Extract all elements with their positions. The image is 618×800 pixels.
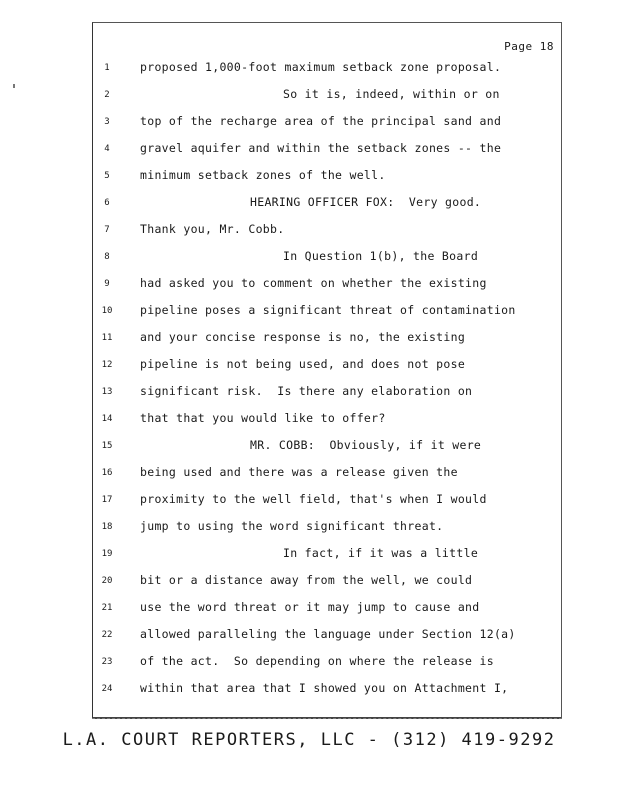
line-text: jump to using the word significant threat. — [140, 519, 444, 533]
transcript-line — [0, 87, 618, 107]
transcript-line — [0, 411, 618, 431]
transcript-line — [0, 276, 618, 296]
transcript-line — [0, 600, 618, 620]
transcript-line — [0, 654, 618, 674]
transcript-line — [0, 519, 618, 539]
transcript-line — [0, 384, 618, 404]
line-text: being used and there was a release given the — [140, 465, 458, 479]
line-text: gravel aquifer and within the setback zones -- the — [140, 141, 502, 155]
line-text: HEARING OFFICER FOX: Very good. — [250, 195, 482, 209]
page-bottom-rule — [92, 718, 562, 719]
line-number: 17 — [101, 495, 113, 505]
line-text: within that area that I showed you on Attachment I, — [140, 681, 509, 695]
line-number: 7 — [104, 225, 110, 235]
line-text: had asked you to comment on whether the existing — [140, 276, 487, 290]
line-text: In Question 1(b), the Board — [283, 249, 479, 263]
line-text: significant risk. Is there any elaboration on — [140, 384, 473, 398]
line-number: 20 — [101, 576, 113, 586]
line-number: 18 — [101, 522, 113, 532]
line-text: bit or a distance away from the well, we could — [140, 573, 473, 587]
page-number: Page 18 — [504, 40, 554, 53]
line-number: 22 — [101, 630, 113, 640]
transcript-line — [0, 492, 618, 512]
transcript-line — [0, 465, 618, 485]
line-text: MR. COBB: Obviously, if it were — [250, 438, 482, 452]
line-text: top of the recharge area of the principal sand and — [140, 114, 502, 128]
line-number: 8 — [104, 252, 110, 262]
line-number: 12 — [101, 360, 113, 370]
line-number: 13 — [101, 387, 113, 397]
line-number: 23 — [101, 657, 113, 667]
transcript-line — [0, 114, 618, 134]
transcript-line — [0, 168, 618, 188]
transcript-line — [0, 195, 618, 215]
line-number: 10 — [101, 306, 113, 316]
line-text: In fact, if it was a little — [283, 546, 479, 560]
transcript-line — [0, 330, 618, 350]
line-number: 11 — [101, 333, 113, 343]
line-number: 6 — [104, 198, 110, 208]
line-number: 14 — [101, 414, 113, 424]
transcript-line — [0, 249, 618, 269]
line-number: 21 — [101, 603, 113, 613]
transcript-line — [0, 303, 618, 323]
transcript-line — [0, 546, 618, 566]
line-text: of the act. So depending on where the release is — [140, 654, 494, 668]
transcript-line — [0, 357, 618, 377]
line-text: pipeline is not being used, and does not pose — [140, 357, 466, 371]
line-text: minimum setback zones of the well. — [140, 168, 386, 182]
line-text: proposed 1,000-foot maximum setback zone proposal. — [140, 60, 502, 74]
line-text: proximity to the well field, that's when I would — [140, 492, 487, 506]
transcript-line — [0, 627, 618, 647]
transcript-line — [0, 60, 618, 80]
line-number: 24 — [101, 684, 113, 694]
line-text: use the word threat or it may jump to cause and — [140, 600, 480, 614]
line-text: Thank you, Mr. Cobb. — [140, 222, 285, 236]
transcript-line — [0, 681, 618, 701]
transcript-line — [0, 438, 618, 458]
transcript-line — [0, 573, 618, 593]
line-text: and your concise response is no, the existing — [140, 330, 466, 344]
line-number: 4 — [104, 144, 110, 154]
transcript-line — [0, 141, 618, 161]
line-number: 15 — [101, 441, 113, 451]
line-number: 16 — [101, 468, 113, 478]
transcript-line — [0, 222, 618, 242]
line-text: that that you would like to offer? — [140, 411, 386, 425]
court-reporter-footer: L.A. COURT REPORTERS, LLC - (312) 419-9292 — [62, 730, 556, 750]
line-number: 9 — [104, 279, 110, 289]
line-number: 2 — [104, 90, 110, 100]
line-number: 3 — [104, 117, 110, 127]
line-text: allowed paralleling the language under Section 12(a) — [140, 627, 516, 641]
line-number: 5 — [104, 171, 110, 181]
line-number: 1 — [104, 63, 110, 73]
line-text: pipeline poses a significant threat of contamination — [140, 303, 516, 317]
line-number: 19 — [101, 549, 113, 559]
line-text: So it is, indeed, within or on — [283, 87, 500, 101]
